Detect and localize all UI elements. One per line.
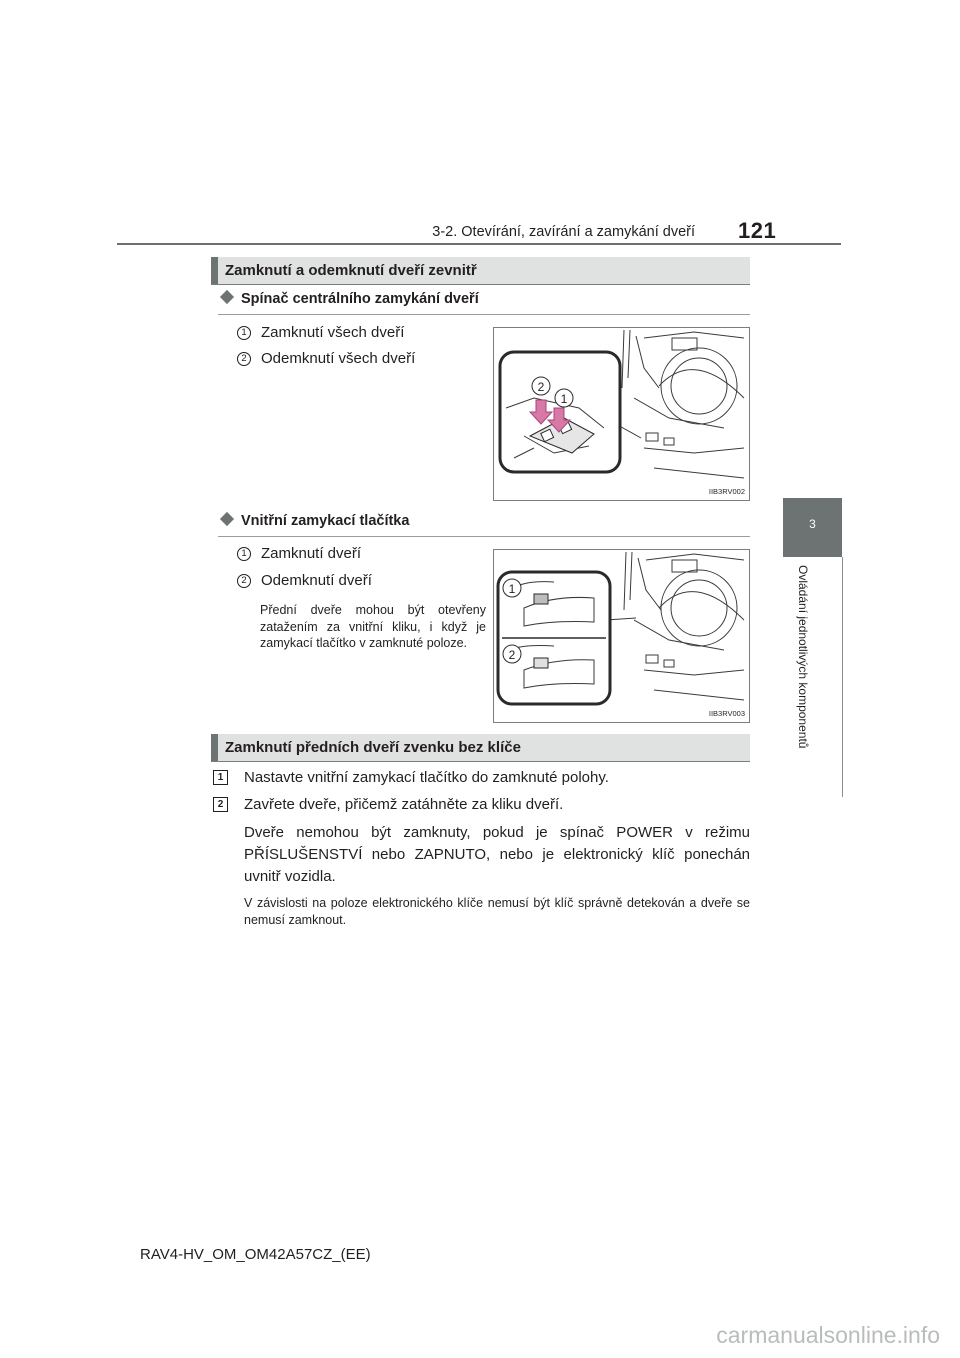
door-lock-button-illustration (494, 550, 750, 723)
step-item: 2 Zavřete dveře, přičemž zatáhněte za kliku dveří. (213, 796, 563, 813)
svg-text:2: 2 (508, 648, 516, 662)
svg-text:1: 1 (508, 582, 516, 596)
watermark: carmanualsonline.info (716, 1322, 940, 1348)
figure-inside-lock-buttons (493, 549, 750, 723)
subheading-inside-lock-buttons: Vnitřní zamykací tlačítka (218, 513, 409, 529)
body-paragraph: Dveře nemohou být zamknuty, pokud je spínač POWER v režimu PŘÍSLUŠENSTVÍ nebo ZAPNUTO, nebo je elektronický klíč ponechán uvnitř vozidla. (244, 824, 750, 885)
section-heading-keyless-lock (211, 734, 750, 762)
figure-code: IIB3RV002 (708, 487, 745, 496)
note-text: V závislosti na poloze elektronického klíče nemusí být klíč správně detekován a dveře se nemusí zamknout. (244, 896, 750, 927)
header-rule (117, 243, 841, 245)
figure-central-lock-switch (493, 327, 750, 501)
section-heading-inside-locking (211, 257, 750, 285)
step-number-box: 1 (213, 770, 228, 785)
list-item: 1 Zamknutí dveří (237, 545, 361, 562)
list-item: 2 Odemknutí všech dveří (237, 350, 415, 367)
note-text: Přední dveře mohou být otevřeny zatažením za vnitřní kliku, i když je zamykací tlačítko v zamknuté poloze. (260, 603, 486, 650)
figure-code: IIB3RV003 (708, 709, 745, 718)
step-item: 1 Nastavte vnitřní zamykací tlačítko do zamknuté polohy. (213, 769, 609, 786)
chapter-title: 3-2. Otevírání, zavírání a zamykání dveří (432, 224, 695, 240)
subheading-central-lock-switch: Spínač centrálního zamykání dveří (218, 291, 479, 307)
list-item: 2 Odemknutí dveří (237, 572, 372, 589)
circled-number-icon: 1 (237, 326, 251, 340)
dashboard-switch-illustration (494, 328, 750, 501)
circled-number-icon: 1 (237, 547, 251, 561)
document-code: RAV4-HV_OM_OM42A57CZ_(EE) (140, 1246, 371, 1263)
subheading-rule (218, 314, 750, 315)
page-number: 121 (738, 218, 777, 243)
diamond-bullet-icon (220, 290, 234, 304)
circled-number-icon: 2 (237, 352, 251, 366)
section-heading-text: Zamknutí předních dveří zvenku bez klíče (225, 739, 521, 756)
step-number-box: 2 (213, 797, 228, 812)
chapter-tab-line (842, 557, 843, 797)
svg-text:1: 1 (560, 392, 568, 406)
circled-number-icon: 2 (237, 574, 251, 588)
chapter-tab-label: Ovládání jednotlivých komponentů (796, 565, 810, 749)
section-heading-text: Zamknutí a odemknutí dveří zevnitř (225, 262, 477, 279)
svg-text:2: 2 (537, 380, 545, 394)
subheading-rule (218, 536, 750, 537)
chapter-tab-number: 3 (809, 517, 816, 531)
diamond-bullet-icon (220, 512, 234, 526)
list-item: 1 Zamknutí všech dveří (237, 324, 404, 341)
